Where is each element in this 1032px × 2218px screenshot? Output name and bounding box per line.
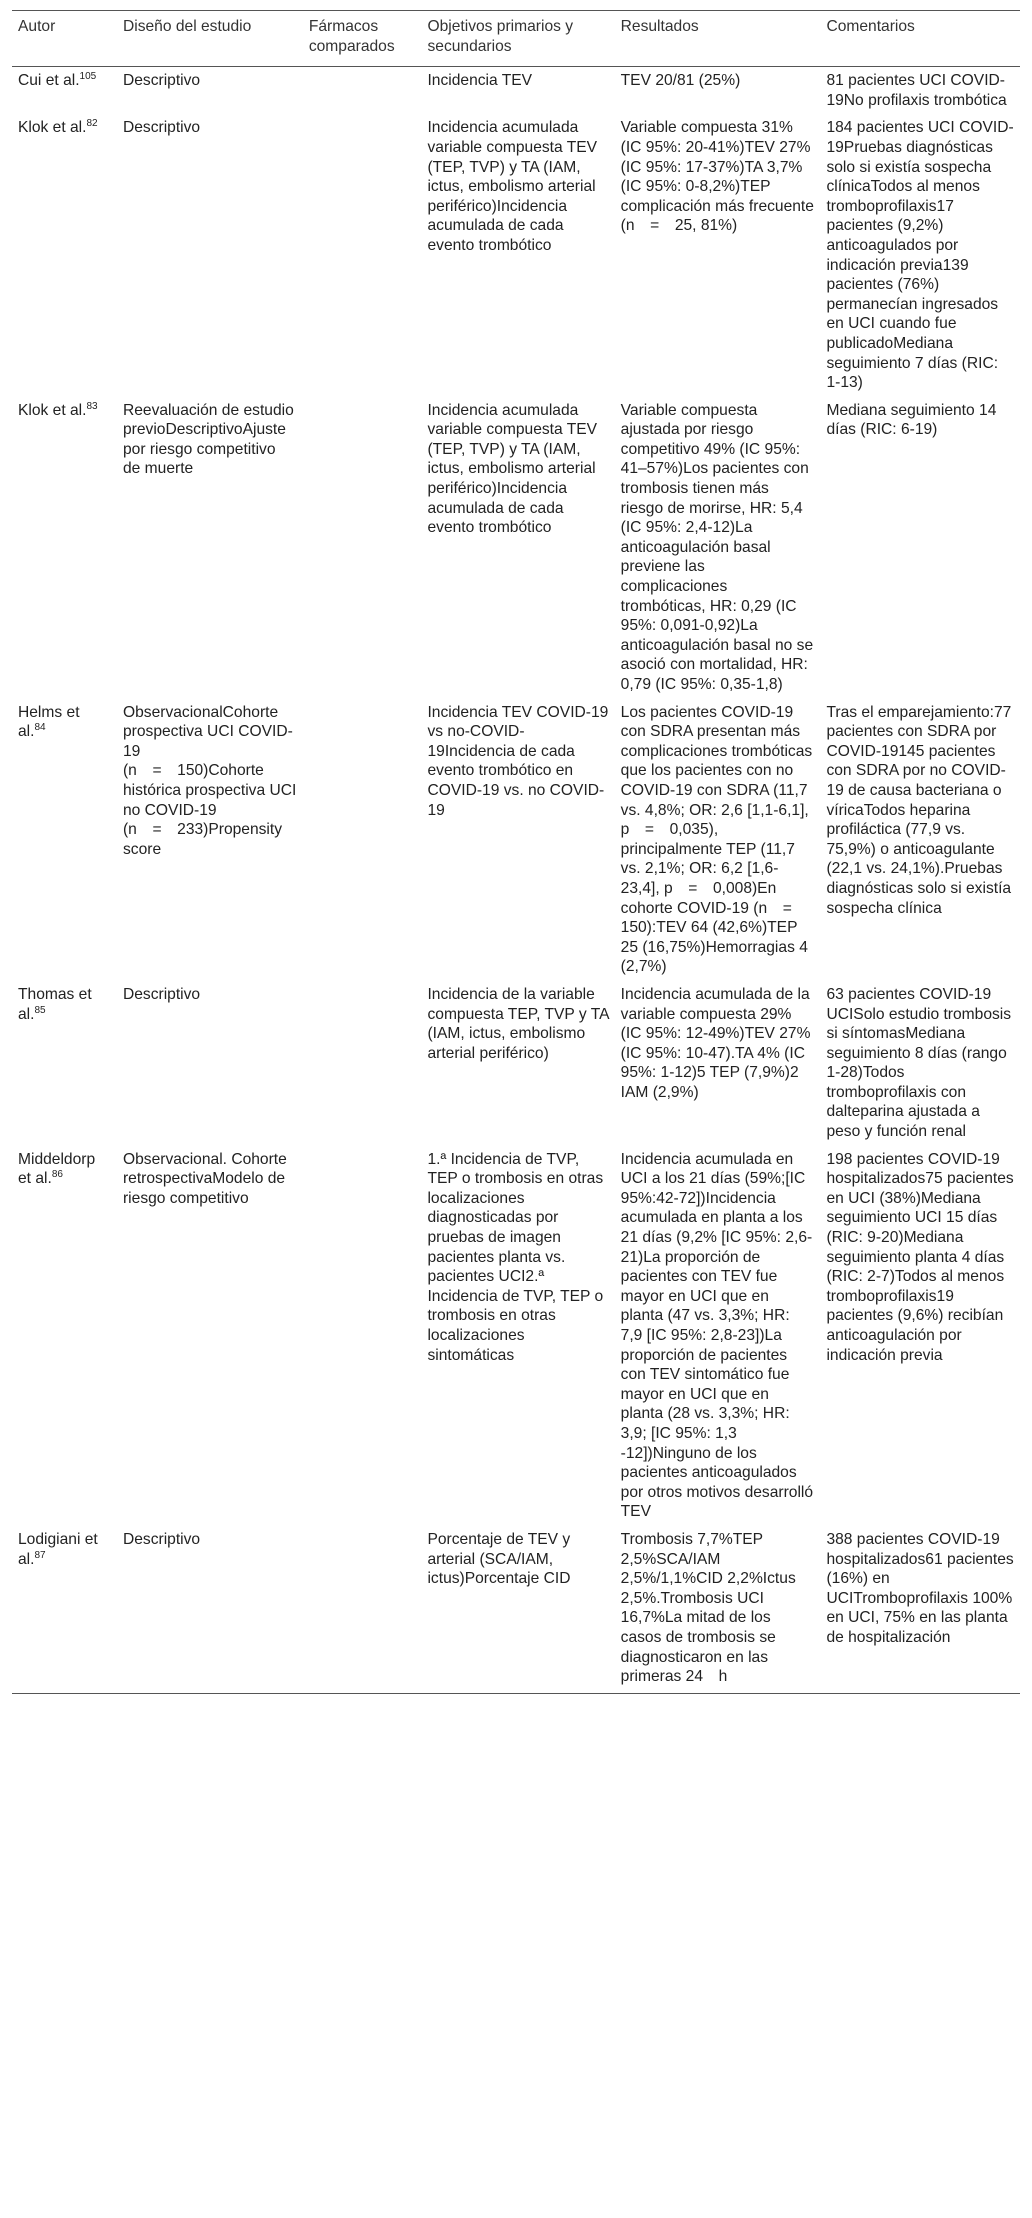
author-cell bbox=[12, 114, 117, 396]
results-cell: TEV 20/81 (25%) bbox=[620, 72, 741, 90]
author-cell bbox=[12, 699, 117, 981]
drugs-cell bbox=[303, 67, 422, 115]
design-cell: Descriptivo bbox=[122, 72, 201, 90]
design-cell: ObservacionalCohorte prospectiva UCI COVID-19 (n = 150)Cohorte histórica prospectiva UCI no COVID-19 (n = 233)Propensity score bbox=[122, 703, 297, 858]
drugs-cell bbox=[303, 114, 422, 396]
header-farmacos: Fármacos comparados bbox=[303, 11, 422, 67]
design-cell: Descriptivo bbox=[122, 985, 201, 1003]
results-cell: Los pacientes COVID-19 con SDRA presentan más complicaciones trombóticas que los pacientes con no COVID-19 con SDRA (11,7 vs. 4,8%; OR: 2,6 [1,1-6,1], p = 0,035), principalmente TEP (11,7 vs. 2,1%; OR: 6,2 [1,6-23,4], p = 0,008)En cohorte COVID-19 (n = 150):TEV 64 (42,6%)TEP 25 (16,75%)Hemorragias 4 (2,7%) bbox=[620, 703, 813, 976]
drugs-cell bbox=[303, 397, 422, 699]
results-cell: Variable compuesta 31% (IC 95%: 20-41%)TEV 27% (IC 95%: 17-37%)TA 3,7% (IC 95%: 0-8,2%)TEP complicación más frecuente (n = 25, 81%) bbox=[620, 119, 814, 235]
author-cell bbox=[12, 397, 117, 699]
drugs-cell bbox=[303, 981, 422, 1146]
author-ref: 86 bbox=[51, 1169, 63, 1181]
author-name: Middeldorp et al. bbox=[18, 1150, 96, 1188]
comments-cell: Mediana seguimiento 14 días (RIC: 6-19) bbox=[826, 401, 997, 439]
header-objetivos: Objetivos primarios y secundarios bbox=[421, 11, 614, 67]
design-cell: Descriptivo bbox=[117, 1526, 303, 1693]
author-ref: 84 bbox=[34, 722, 46, 734]
author-ref: 105 bbox=[79, 71, 97, 83]
author-cell bbox=[12, 981, 117, 1146]
author-name: Lodigiani et al. bbox=[18, 1530, 98, 1568]
design-cell: Descriptivo bbox=[122, 119, 201, 137]
results-cell: Incidencia acumulada en UCI a los 21 días (59%;[IC 95%:42-72])Incidencia acumulada en planta a los 21 días (9,2% [IC 95%: 2,6-21)La proporción de pacientes con TEV fue mayor en UCI que en planta (47 vs. 3,3%; HR: 7,9 [IC 95%: 2,8-23])La proporción de pacientes con TEV sintomático fue mayor en UCI que en planta (28 vs. 3,3%; HR: 3,9; [IC 95%: 1,3 -12])Ninguno de los pacientes anticoagulados por otros motivos desarrolló TEV bbox=[620, 1150, 814, 1521]
table-header bbox=[12, 11, 1020, 67]
author-name: Klok et al. bbox=[18, 119, 87, 137]
studies-table bbox=[12, 10, 1020, 1694]
comments-cell: 63 pacientes COVID-19 UCISolo estudio trombosis si síntomasMediana seguimiento 8 días (rango 1-28)Todos tromboprofilaxis con dalteparina ajustada a peso y función renal bbox=[826, 985, 1012, 1141]
design-cell: Reevaluación de estudio previoDescriptivoAjuste por riesgo competitivo de muerte bbox=[122, 401, 294, 478]
drugs-cell bbox=[303, 1526, 422, 1693]
header-resultados: Resultados bbox=[615, 11, 821, 67]
author-name: Klok et al. bbox=[18, 401, 87, 419]
author-ref: 83 bbox=[86, 400, 98, 412]
header-row bbox=[12, 11, 1020, 67]
comments-cell: 184 pacientes UCI COVID-19Pruebas diagnósticas solo si existía sospecha clínicaTodos al menos tromboprofilaxis17 pacientes (9,2%) anticoagulados por indicación previa139 pacientes (76%) permanecían ingresados en UCI cuando fue publicadoMediana seguimiento 7 días (RIC: 1-13) bbox=[826, 119, 1014, 392]
author-name: Helms et al. bbox=[18, 703, 80, 741]
objectives-cell: Incidencia TEV COVID-19 vs no-COVID-19Incidencia de cada evento trombótico en COVID-19 vs. no COVID-19 bbox=[427, 703, 609, 819]
author-cell bbox=[12, 67, 117, 115]
results-cell: Trombosis 7,7%TEP 2,5%SCA/IAM 2,5%/1,1%CID 2,2%Ictus 2,5%.Trombosis UCI 16,7%La mitad de los casos de trombosis se diagnosticaron en las primeras 24 h bbox=[615, 1526, 821, 1693]
comments-cell: 198 pacientes COVID-19 hospitalizados75 pacientes en UCI (38%)Mediana seguimiento UCI 15 días (RIC: 9-20)Mediana seguimiento planta 4 días (RIC: 2-7)Todos al menos tromboprofilaxis19 pacientes (9,6%) recibían anticoagulación por indicación previa bbox=[826, 1150, 1014, 1364]
table-row bbox=[12, 1146, 1020, 1526]
table-row bbox=[12, 1526, 1020, 1693]
table-body bbox=[12, 67, 1020, 1694]
author-ref: 82 bbox=[86, 118, 98, 130]
author-cell bbox=[12, 1526, 117, 1693]
design-cell: Observacional. Cohorte retrospectivaModelo de riesgo competitivo bbox=[122, 1150, 287, 1207]
author-ref: 85 bbox=[34, 1004, 46, 1016]
header-autor: Autor bbox=[12, 11, 117, 67]
author-ref: 87 bbox=[34, 1549, 46, 1561]
objectives-cell: Incidencia de la variable compuesta TEP, TVP y TA (IAM, ictus, embolismo arterial periférico) bbox=[427, 985, 609, 1062]
table-row bbox=[12, 981, 1020, 1146]
objectives-cell: Porcentaje de TEV y arterial (SCA/IAM, ictus)Porcentaje CID bbox=[421, 1526, 614, 1693]
objectives-cell: Incidencia acumulada variable compuesta TEV (TEP, TVP) y TA (IAM, ictus, embolismo arterial periférico)Incidencia acumulada de cada evento trombótico bbox=[427, 401, 598, 537]
results-cell: Incidencia acumulada de la variable compuesta 29% (IC 95%: 12-49%)TEV 27% (IC 95%: 10-47).TA 4% (IC 95%: 1-12)5 TEP (7,9%)2 IAM (2,9%) bbox=[620, 985, 811, 1101]
header-diseno: Diseño del estudio bbox=[117, 11, 303, 67]
comments-cell: 81 pacientes UCI COVID-19No profilaxis trombótica bbox=[826, 72, 1007, 109]
objectives-cell: Incidencia TEV bbox=[427, 72, 533, 90]
drugs-cell bbox=[303, 699, 422, 981]
results-cell: Variable compuesta ajustada por riesgo competitivo 49% (IC 95%: 41–57%)Los pacientes con trombosis tienen más riesgo de morirse, HR: 5,4 (IC 95%: 2,4-12)La anticoagulación basal previene las complicaciones trombóticas, HR: 0,29 (IC 95%: 0,091-0,92)La anticoagulación basal no se asoció con mortalidad, HR: 0,79 (IC 95%: 0,35-1,8) bbox=[620, 401, 814, 693]
table-row bbox=[12, 699, 1020, 981]
table-row bbox=[12, 397, 1020, 699]
objectives-cell: Incidencia acumulada variable compuesta TEV (TEP, TVP) y TA (IAM, ictus, embolismo arterial periférico)Incidencia acumulada de cada evento trombótico bbox=[427, 119, 598, 254]
author-name: Cui et al. bbox=[18, 72, 80, 90]
author-cell bbox=[12, 1146, 117, 1526]
objectives-cell: 1.ª Incidencia de TVP, TEP o trombosis en otras localizaciones diagnosticadas por pruebas de imagen pacientes planta vs. pacientes UCI2.ª Incidencia de TVP, TEP o trombosis en otras localizaciones sintomáticas bbox=[427, 1150, 604, 1364]
comments-cell: Tras el emparejamiento:77 pacientes con SDRA por COVID-19145 pacientes con SDRA por no COVID-19 de causa bacteriana o víricaTodos heparina profiláctica (77,9 vs. 75,9%) o anticoagulante (22,1 vs. 24,1%).Pruebas diagnósticas solo si existía sospecha clínica bbox=[826, 703, 1012, 917]
author-name: Thomas et al. bbox=[18, 985, 92, 1023]
header-comentarios: Comentarios bbox=[820, 11, 1020, 67]
drugs-cell bbox=[303, 1146, 422, 1526]
table-row bbox=[12, 67, 1020, 115]
comments-cell: 388 pacientes COVID-19 hospitalizados61 pacientes (16%) en UCITromboprofilaxis 100% en UCI, 75% en las planta de hospitalización bbox=[820, 1526, 1020, 1693]
table-row bbox=[12, 114, 1020, 396]
